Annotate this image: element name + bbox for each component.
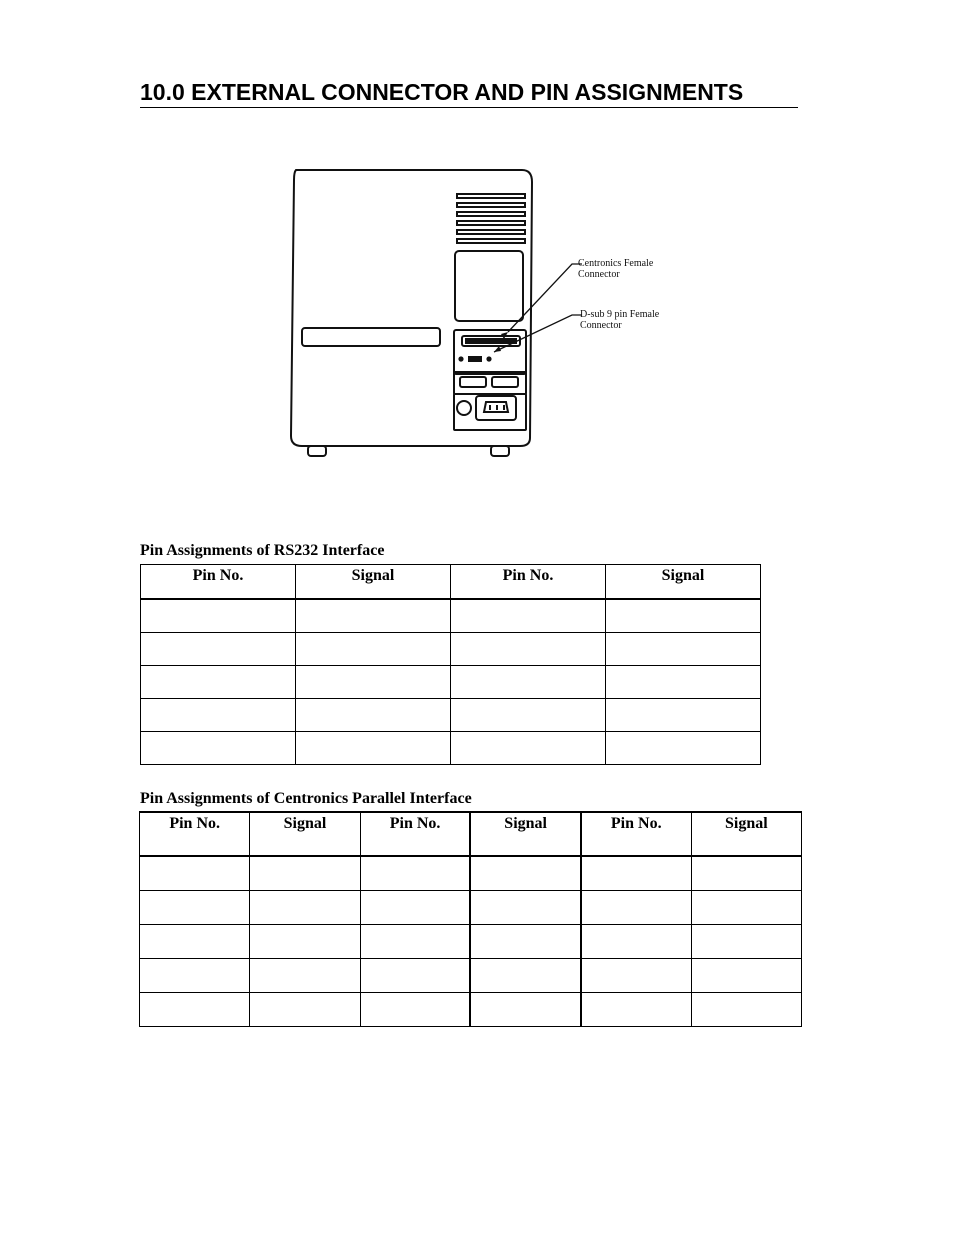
- callout-centronics-line2: Connector: [578, 269, 620, 280]
- table-cell: [360, 993, 470, 1027]
- table-cell: [451, 732, 606, 765]
- table-cell: [141, 599, 296, 633]
- table-cell: [470, 891, 580, 925]
- table-cell: [141, 699, 296, 732]
- table-cell: [470, 925, 580, 959]
- table-cell: [296, 666, 451, 699]
- table-row: [141, 732, 761, 765]
- table-cell: [691, 959, 801, 993]
- table-cell: [581, 959, 691, 993]
- table-cell: [360, 891, 470, 925]
- table-cell: [691, 856, 801, 891]
- table-cell: [691, 891, 801, 925]
- column-header: Pin No.: [581, 812, 691, 856]
- rs232-pin-table: [140, 564, 761, 765]
- table-cell: [691, 925, 801, 959]
- table-cell: [581, 856, 691, 891]
- table-cell: [451, 699, 606, 732]
- table-cell: [141, 633, 296, 666]
- table-cell: [451, 599, 606, 633]
- table-header-row: [141, 565, 761, 600]
- page-title: 10.0 EXTERNAL CONNECTOR AND PIN ASSIGNMENTS: [140, 78, 798, 108]
- column-header: Pin No.: [360, 812, 470, 856]
- centronics-table-body: [140, 856, 802, 1027]
- table-row: [141, 666, 761, 699]
- column-header: Pin No.: [141, 565, 296, 600]
- table-row: [140, 925, 802, 959]
- table-cell: [250, 856, 360, 891]
- table-row: [141, 633, 761, 666]
- table-cell: [250, 959, 360, 993]
- table-cell: [691, 993, 801, 1027]
- table-cell: [606, 732, 761, 765]
- table-cell: [606, 666, 761, 699]
- table-cell: [470, 959, 580, 993]
- printer-rear-view-figure: [282, 150, 682, 470]
- callout-centronics-line1: Centronics Female: [578, 258, 654, 269]
- centronics-pin-table: [139, 811, 802, 1027]
- table-cell: [360, 925, 470, 959]
- column-header: Pin No.: [140, 812, 250, 856]
- table-cell: [606, 599, 761, 633]
- table-row: [141, 699, 761, 732]
- column-header: Signal: [606, 565, 761, 600]
- table-cell: [581, 891, 691, 925]
- table-cell: [581, 993, 691, 1027]
- table-cell: [250, 925, 360, 959]
- table-row: [140, 856, 802, 891]
- table-cell: [606, 699, 761, 732]
- rs232-table-caption: Pin Assignments of RS232 Interface: [140, 542, 385, 559]
- table-cell: [141, 666, 296, 699]
- column-header: Signal: [470, 812, 580, 856]
- column-header: Signal: [296, 565, 451, 600]
- table-cell: [360, 856, 470, 891]
- table-cell: [296, 599, 451, 633]
- table-cell: [606, 633, 761, 666]
- table-cell: [140, 925, 250, 959]
- table-row: [140, 993, 802, 1027]
- column-header: Signal: [691, 812, 801, 856]
- table-row: [140, 891, 802, 925]
- table-cell: [581, 925, 691, 959]
- callout-dsub-line1: D-sub 9 pin Female: [580, 309, 660, 320]
- table-cell: [296, 633, 451, 666]
- column-header: Pin No.: [451, 565, 606, 600]
- table-cell: [140, 856, 250, 891]
- table-cell: [360, 959, 470, 993]
- table-cell: [140, 993, 250, 1027]
- table-cell: [296, 732, 451, 765]
- table-cell: [296, 699, 451, 732]
- callout-dsub-line2: Connector: [580, 320, 622, 331]
- table-header-row: [140, 812, 802, 856]
- table-cell: [140, 959, 250, 993]
- table-row: [141, 599, 761, 633]
- table-cell: [250, 891, 360, 925]
- centronics-table-caption: Pin Assignments of Centronics Parallel Interface: [140, 790, 472, 807]
- table-cell: [140, 891, 250, 925]
- table-cell: [451, 666, 606, 699]
- table-cell: [451, 633, 606, 666]
- column-header: Signal: [250, 812, 360, 856]
- table-row: [140, 959, 802, 993]
- rs232-table-body: [141, 599, 761, 765]
- table-cell: [250, 993, 360, 1027]
- table-cell: [470, 856, 580, 891]
- table-cell: [141, 732, 296, 765]
- table-cell: [470, 993, 580, 1027]
